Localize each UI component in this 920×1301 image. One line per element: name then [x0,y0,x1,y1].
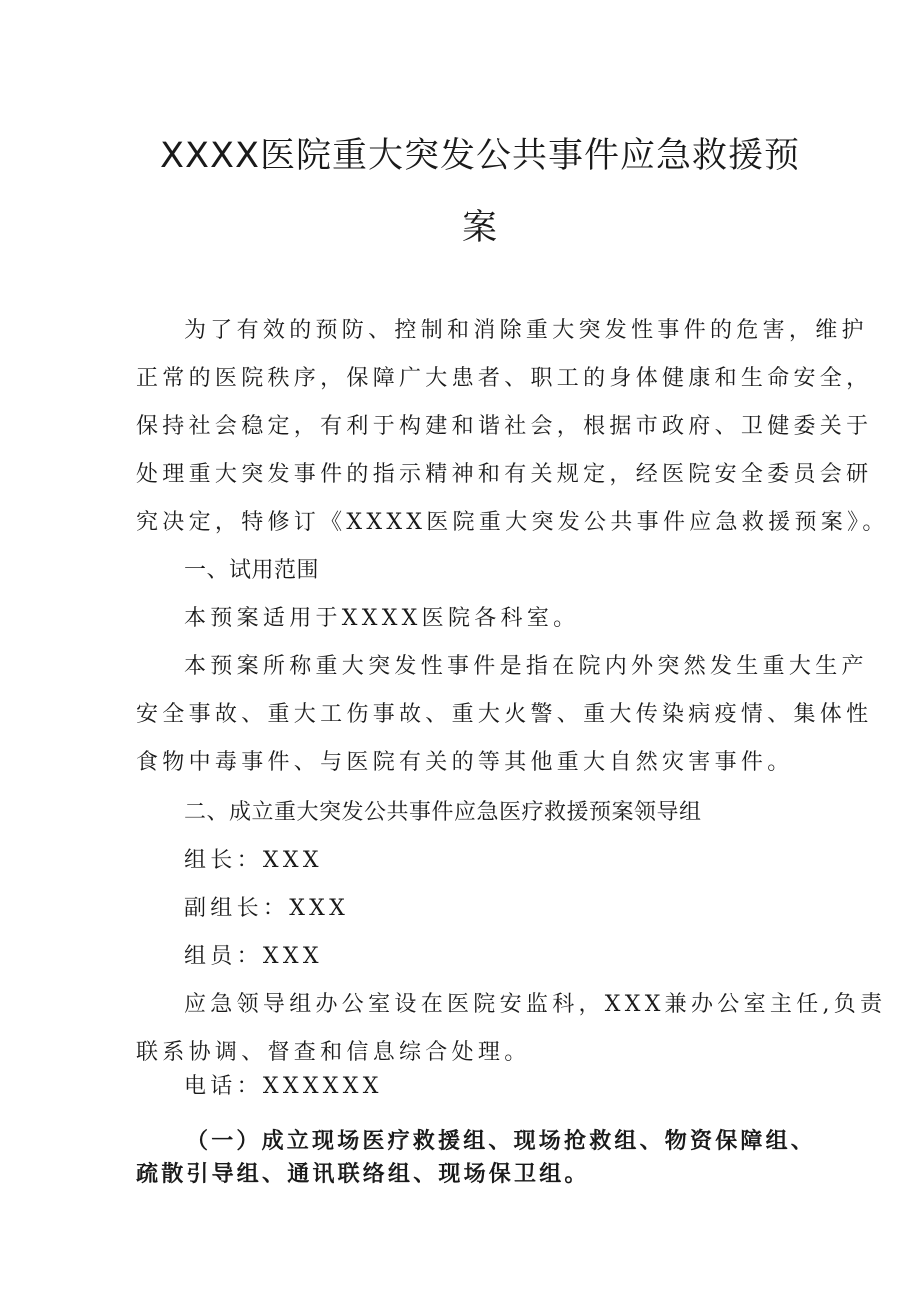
intro-line-3: 保持社会稳定，有利于构建和谐社会，根据市政府、卫健委关于 [136,414,873,439]
intro-line-1: 为了有效的预防、控制和消除重大突发性事件的危害，维护 [184,318,868,343]
section1-paragraph-2-line-3: 食物中毒事件、与医院有关的等其他重大自然灾害事件。 [136,750,794,775]
subsection1-line-1: （一）成立现场医疗救援组、现场抢救组、物资保障组、 [186,1128,817,1154]
intro-line-2: 正常的医院秩序，保障广大患者、职工的身体健康和生命安全， [136,366,873,391]
section1-heading: 一、试用范围 [184,558,320,583]
office-line-1: 应急领导组办公室设在医院安监科，XXX兼办公室主任,负责 [184,992,887,1017]
intro-line-5: 究决定，特修订《XXXX医院重大突发公共事件应急救援预案》。 [136,510,889,535]
document-title-line-1: XXXX医院重大突发公共事件应急救援预 [160,136,800,176]
document-title-line-2: 案 [461,208,498,248]
section1-paragraph-2-line-1: 本预案所称重大突发性事件是指在院内外突然发生重大生产 [184,654,868,679]
section1-paragraph-1: 本预案适用于XXXX医院各科室。 [184,606,580,631]
section2-heading: 二、成立重大突发公共事件应急医疗救援预案领导组 [184,800,702,825]
group-leader: 组长：XXX [184,848,323,873]
section1-paragraph-2-line-2: 安全事故、重大工伤事故、重大火警、重大传染病疫情、集体性 [136,702,873,727]
deputy-leader: 副组长：XXX [184,896,350,921]
intro-line-4: 处理重大突发事件的指示精神和有关规定，经医院安全委员会研 [136,462,873,487]
subsection1-line-2: 疏散引导组、通讯联络组、现场保卫组。 [136,1161,590,1187]
group-member: 组员：XXX [184,944,323,969]
office-phone: 电话：XXXXXX [184,1074,383,1099]
office-line-2: 联系协调、督查和信息综合处理。 [136,1040,531,1065]
